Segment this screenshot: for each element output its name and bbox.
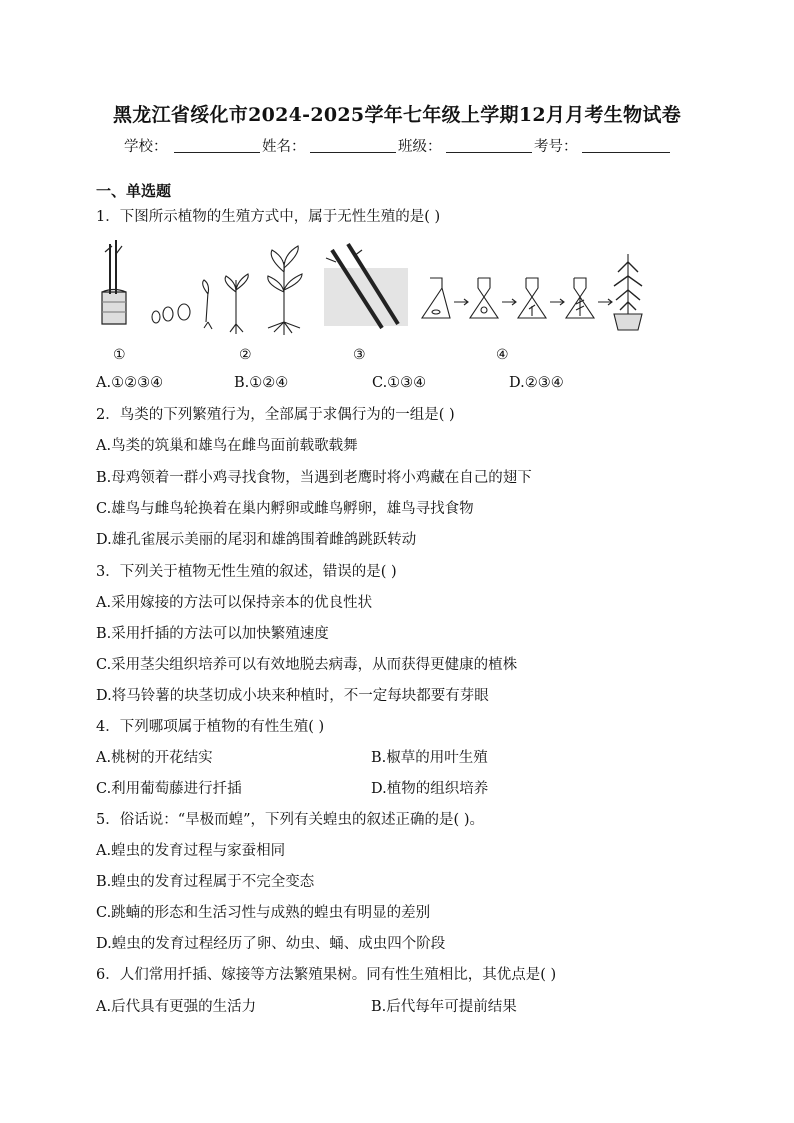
q2-option-d[interactable]: D.雄孔雀展示美丽的尾羽和雄鸽围着雌鸽跳跃转动 [96,532,417,548]
q4-option-c[interactable]: C.利用葡萄藤进行扦插 [96,781,242,797]
q5-option-d[interactable]: D.蝗虫的发育过程经历了卵、幼虫、蛹、成虫四个阶段 [96,936,446,952]
q2-option-b[interactable]: B.母鸡领着一群小鸡寻找食物，当遇到老鹰时将小鸡藏在自己的翅下 [96,470,532,486]
class-blank[interactable] [446,152,532,153]
q1-fig-label-3: ③ [353,347,366,363]
q2-option-a[interactable]: A.鸟类的筑巢和雄鸟在雌鸟面前载歌载舞 [96,438,358,454]
q1-fig-label-2: ② [239,347,252,363]
cutting-figure [324,244,408,328]
q2-stem: 2．鸟类的下列繁殖行为，全部属于求偶行为的一组是( ) [96,407,455,423]
q3-option-b[interactable]: B.采用扦插的方法可以加快繁殖速度 [96,626,329,642]
q5-stem: 5．俗话说：“旱极而蝗”，下列有关蝗虫的叙述正确的是( )。 [96,812,484,828]
q6-option-b[interactable]: B.后代每年可提前结果 [371,999,517,1015]
exam-title: 黑龙江省绥化市2024-2025学年七年级上学期12月月考生物试卷 [113,104,681,126]
q3-option-d[interactable]: D.将马铃薯的块茎切成小块来种植时，不一定每块都要有芽眼 [96,688,489,704]
name-blank[interactable] [310,152,396,153]
q1-figure [96,232,656,372]
q1-option-a[interactable]: A.①②③④ [96,375,164,391]
grafting-figure [102,240,126,324]
class-label: 班级： [398,139,442,155]
germination-figure [152,246,302,335]
section-heading: 一、单选题 [96,182,172,200]
q4-option-b[interactable]: B.椒草的用叶生殖 [371,750,488,766]
q5-option-c[interactable]: C.跳蝻的形态和生活习性与成熟的蝗虫有明显的差别 [96,905,431,921]
q2-option-c[interactable]: C.雄鸟与雌鸟轮换着在巢内孵卵或雌鸟孵卵，雄鸟寻找食物 [96,501,474,517]
tissue-culture-figure [422,254,642,330]
name-label: 姓名： [262,139,306,155]
q3-stem: 3．下列关于植物无性生殖的叙述，错误的是( ) [96,564,397,580]
q6-stem: 6．人们常用扦插、嫁接等方法繁殖果树。同有性生殖相比，其优点是( ) [96,967,557,983]
q5-option-b[interactable]: B.蝗虫的发育过程属于不完全变态 [96,874,315,890]
school-blank[interactable] [174,152,260,153]
number-label: 考号： [534,139,578,155]
q1-option-c[interactable]: C.①③④ [372,375,427,391]
q3-option-c[interactable]: C.采用茎尖组织培养可以有效地脱去病毒，从而获得更健康的植株 [96,657,518,673]
q4-option-a[interactable]: A.桃树的开花结实 [96,750,213,766]
q1-option-b[interactable]: B.①②④ [234,375,289,391]
q4-stem: 4．下列哪项属于植物的有性生殖( ) [96,719,325,735]
q1-option-d[interactable]: D.②③④ [509,375,564,391]
q6-option-a[interactable]: A.后代具有更强的生活力 [96,999,257,1015]
q1-fig-label-4: ④ [496,347,509,363]
q5-option-a[interactable]: A.蝗虫的发育过程与家蚕相同 [96,843,286,859]
student-info-row [124,135,684,157]
q4-option-d[interactable]: D.植物的组织培养 [371,781,489,797]
number-blank[interactable] [582,152,670,153]
q3-option-a[interactable]: A.采用嫁接的方法可以保持亲本的优良性状 [96,595,373,611]
q1-fig-label-1: ① [113,347,126,363]
q1-stem: 1．下图所示植物的生殖方式中，属于无性生殖的是( ) [96,209,441,225]
school-label: 学校： [124,139,168,155]
